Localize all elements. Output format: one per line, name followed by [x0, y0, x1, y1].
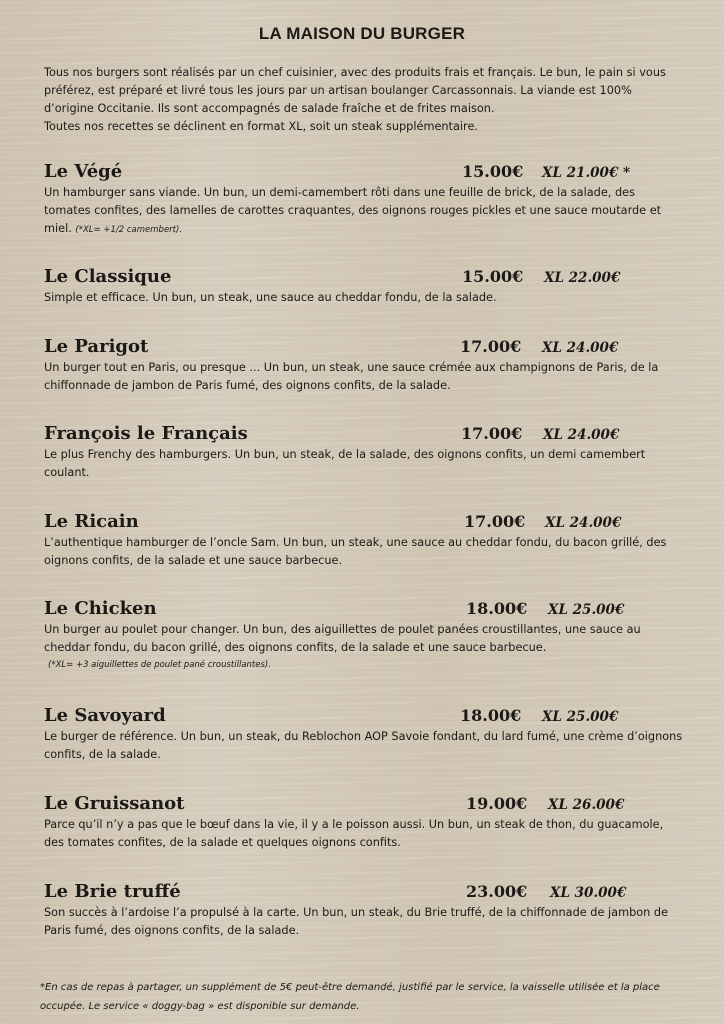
item-price: 19.00€: [466, 794, 528, 813]
item-name: Le Classique: [44, 266, 172, 287]
intro-paragraph: Toutes nos recettes se déclinent en format XL, soit un steak supplémentaire.: [44, 120, 478, 133]
item-xl-price: XL 26.00€: [548, 797, 625, 813]
item-description: Le plus Frenchy des hamburgers. Un bun, un steak, de la salade, des oignons confits, un demi camembert coulant.: [44, 448, 646, 479]
menu-item-parigot: [44, 335, 684, 395]
item-price: 17.00€: [460, 337, 522, 356]
item-description: Parce qu’il n’y a pas que le bœuf dans la vie, il y a le poisson aussi. Un bun, un steak de thon, du guacamole, des tomates confites, de la salade et quelques oignons confits.: [44, 818, 664, 849]
item-name: Le Brie truffé: [44, 881, 181, 902]
item-xl-price: XL 24.00€: [542, 340, 619, 356]
item-xl-price: XL 21.00€ *: [542, 165, 631, 181]
item-description: Simple et efficace. Un bun, un steak, une sauce au cheddar fondu, de la salade.: [44, 291, 497, 304]
menu-item-vege: [44, 160, 684, 239]
item-price: 17.00€: [461, 424, 523, 443]
item-description: Un burger tout en Paris, ou presque ... Un bun, un steak, une sauce crémée aux champignons de Paris, de la chiffonnade de jambon de Paris fumé, des oignons confits, de la salade.: [44, 361, 659, 392]
item-price: 18.00€: [466, 599, 528, 618]
item-note: (*XL= +1/2 camembert).: [75, 225, 183, 235]
item-name: Le Gruissanot: [44, 793, 185, 814]
item-price: 17.00€: [464, 512, 526, 531]
item-price: 18.00€: [460, 706, 522, 725]
item-price: 23.00€: [466, 882, 528, 901]
item-xl-price: XL 25.00€: [548, 602, 625, 618]
menu-item-classique: [44, 265, 684, 307]
item-xl-price: XL 24.00€: [543, 427, 620, 443]
item-name: Le Parigot: [44, 336, 149, 357]
item-description: Le burger de référence. Un bun, un steak, du Reblochon AOP Savoie fondant, du lard fumé, une crème d’oignons confits, de la salade.: [44, 730, 683, 761]
item-xl-price: XL 24.00€: [545, 515, 622, 531]
menu-item-gruissanot: [44, 792, 684, 852]
item-description: Un hamburger sans viande. Un bun, un demi-camembert rôti dans une feuille de brick, de la salade, des tomates confites, des lamelles de carottes craquantes, des oignons rouges pickles et une sauce moutarde et miel.: [44, 186, 662, 235]
item-name: Le Ricain: [44, 511, 139, 532]
menu-item-francois: [44, 422, 684, 482]
menu-item-ricain: [44, 510, 684, 570]
item-description: Un burger au poulet pour changer. Un bun, des aiguillettes de poulet panées croustillantes, une sauce au cheddar fondu, du bacon grillé, des oignons confits, de la salade et une sauce barbecue.: [44, 623, 641, 654]
item-xl-price: XL 22.00€: [544, 270, 621, 286]
menu-item-savoyard: [44, 704, 684, 764]
item-name: Le Savoyard: [44, 705, 166, 726]
intro-paragraph: Tous nos burgers sont réalisés par un chef cuisinier, avec des produits frais et français. Le bun, le pain si vous préférez, est préparé et livré tous les jours par un artisan boulanger Carcassonnais. La viande est 100% d’origine Occitanie. Ils sont accompagnés de salade fraîche et de frites maison.: [44, 66, 666, 115]
item-name: Le Végé: [44, 161, 123, 182]
page-title: LA MAISON DU BURGER: [258, 24, 466, 43]
menu-item-brie-truffe: [44, 880, 684, 940]
item-description: L’authentique hamburger de l’oncle Sam. Un bun, un steak, une sauce au cheddar fondu, du bacon grillé, des oignons confits, de la salade et une sauce barbecue.: [44, 536, 667, 567]
item-name: Le Chicken: [44, 598, 157, 619]
item-price: 15.00€: [462, 267, 524, 286]
item-price: 15.00€: [462, 162, 524, 181]
item-xl-price: XL 30.00€: [550, 885, 627, 901]
intro-text: [44, 64, 684, 136]
item-xl-price: XL 25.00€: [542, 709, 619, 725]
item-note: (*XL= +3 aiguillettes de poulet pané croustillantes).: [48, 660, 271, 670]
menu-item-chicken: [44, 597, 684, 673]
item-name: François le Français: [44, 423, 248, 444]
footer-note: *En cas de repas à partager, un supplément de 5€ peut-être demandé, justifié par le service, la vaisselle utilisée et la place occupée. Le service « doggy-bag » est disponible sur demande.: [40, 982, 660, 1012]
item-description: Son succès à l’ardoise l’a propulsé à la carte. Un bun, un steak, du Brie truffé, de la chiffonnade de jambon de Paris fumé, des oignons confits, de la salade.: [44, 906, 669, 937]
